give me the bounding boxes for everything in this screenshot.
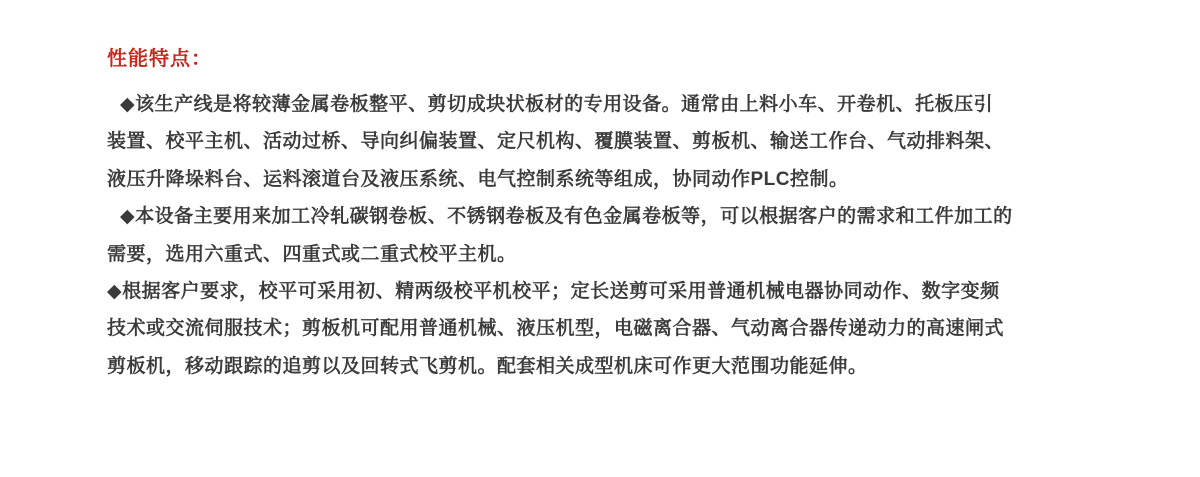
paragraph-2-line-1: ◆本设备主要用来加工冷轧碳钢卷板、不锈钢卷板及有色金属卷板等，可以根据客户的需求和工件加工的 xyxy=(120,206,1013,228)
paragraph-3-line-1: ◆根据客户要求，校平可采用初、精两级校平机校平；定长送剪可采用普通机械电器协同动作、数字变频 xyxy=(107,281,1000,303)
paragraph-1-line-3: 液压升降垛料台、运料滚道台及液压系统、电气控制系统等组成，协同动作PLC控制。 xyxy=(107,168,849,190)
paragraph-3-line-3: 剪板机，移动跟踪的追剪以及回转式飞剪机。配套相关成型机床可作更大范围功能延伸。 xyxy=(107,355,868,377)
paragraph-1-line-1: ◆该生产线是将较薄金属卷板整平、剪切成块状板材的专用设备。通常由上料小车、开卷机、托板压引 xyxy=(120,94,994,115)
paragraph-1-line-2: 装置、校平主机、活动过桥、导向纠偏装置、定尺机构、覆膜装置、剪板机、输送工作台、气动排料架、 xyxy=(107,131,1005,153)
section-heading: 性能特点： xyxy=(107,48,212,70)
performance-features-section xyxy=(107,46,1147,385)
section-body xyxy=(107,86,1147,385)
paragraph-2-line-2: 需要，选用六重式、四重式或二重式校平主机。 xyxy=(107,243,517,265)
paragraph-3-line-2: 技术或交流伺服技术；剪板机可配用普通机械、液压机型，电磁离合器、气动离合器传递动力的高速闸式 xyxy=(107,318,1005,340)
